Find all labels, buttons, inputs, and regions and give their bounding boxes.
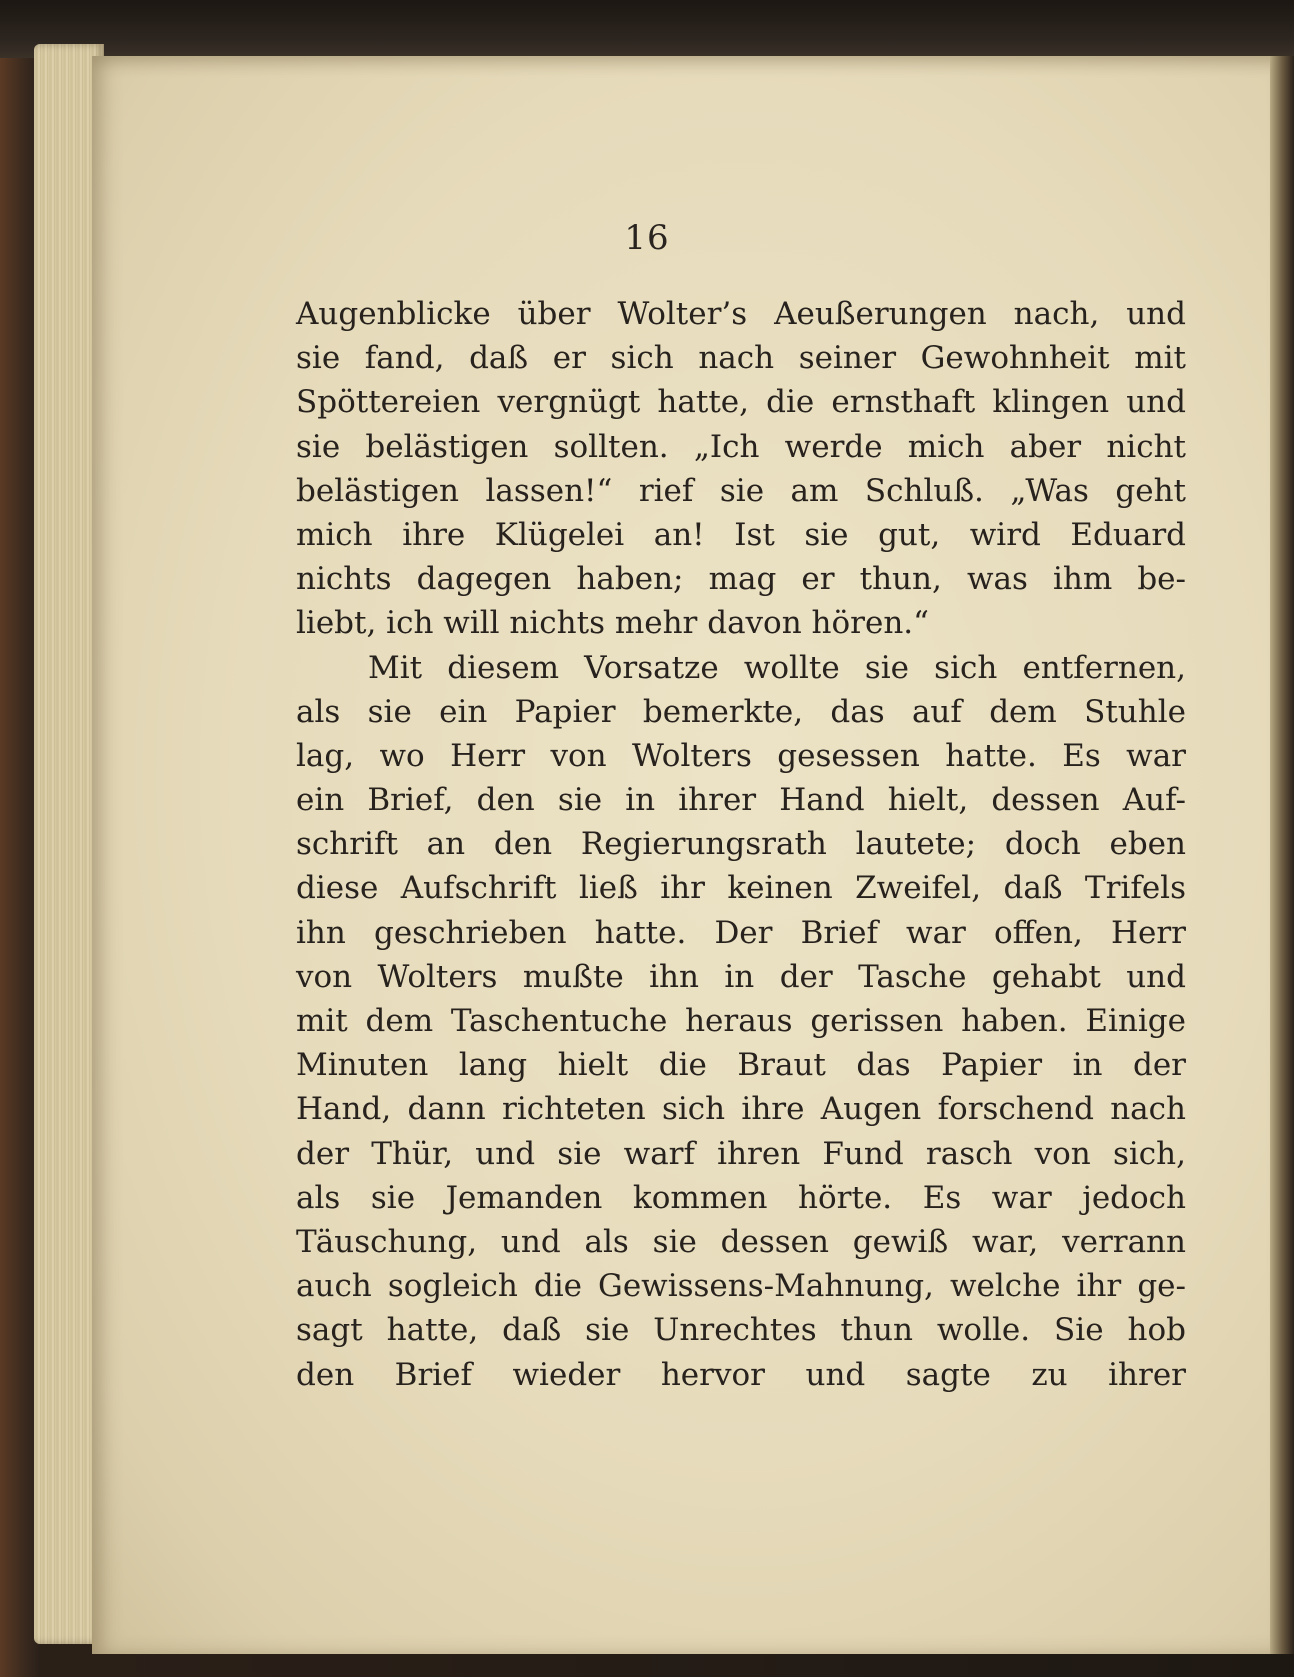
text-line: Spöttereien vergnügt hatte, die ernsthaft klingen und [296,384,1186,421]
text-line: Hand, dann richteten sich ihre Augen forschend nach [296,1091,1186,1128]
text-line: sie belästigen sollten. „Ich werde mich aber nicht [296,428,1186,465]
text-line: der Thür, und sie warf ihren Fund rasch von sich, [296,1135,1186,1172]
text-line: auch sogleich die Gewissens-Mahnung, welche ihr ge- [296,1268,1186,1305]
text-line: den Brief wieder hervor und sagte zu ihrer [296,1356,1186,1393]
text-line: ein Brief, den sie in ihrer Hand hielt, dessen Auf- [296,782,1186,819]
text-line: Täuschung, und als sie dessen gewiß war, verrann [296,1223,1186,1260]
text-line: schrift an den Regierungsrath lautete; doch eben [296,826,1186,863]
text-line: als sie ein Papier bemerkte, das auf dem Stuhle [296,693,1186,730]
text-line: mit dem Taschentuche heraus gerissen haben. Einige [296,1003,1186,1039]
gutter-edge [1270,56,1294,1654]
text-line: liebt, ich will nichts mehr davon hören.“ [296,605,930,642]
body-text [296,292,1186,1397]
text-line: ihn geschrieben hatte. Der Brief war offen, Herr [296,914,1186,951]
text-line: Mit diesem Vorsatze wollte sie sich entfernen, [368,649,1186,686]
text-line: lag, wo Herr von Wolters gesessen hatte. Es war [296,737,1186,774]
text-line: mich ihre Klügelei an! Ist sie gut, wird Eduard [296,516,1186,553]
text-line: Augenblicke über Wolter’s Aeußerungen nach, und [296,296,1186,332]
text-line: nichts dagegen haben; mag er thun, was ihm be- [296,561,1186,598]
text-line: diese Aufschrift ließ ihr keinen Zweifel, daß Trifels [296,870,1186,907]
book-cover-top [0,0,1294,58]
text-line: Minuten lang hielt die Braut das Papier in der [296,1047,1186,1084]
text-line: von Wolters mußte ihn in der Tasche gehabt und [296,958,1186,995]
text-line: belästigen lassen!“ rief sie am Schluß. „Was geht [296,472,1186,509]
text-line: als sie Jemanden kommen hörte. Es war jedoch [296,1179,1186,1216]
text-line: sagt hatte, daß sie Unrechtes thun wolle. Sie hob [296,1312,1186,1349]
page-number: 16 [624,218,670,258]
text-line: sie fand, daß er sich nach seiner Gewohnheit mit [296,340,1186,377]
